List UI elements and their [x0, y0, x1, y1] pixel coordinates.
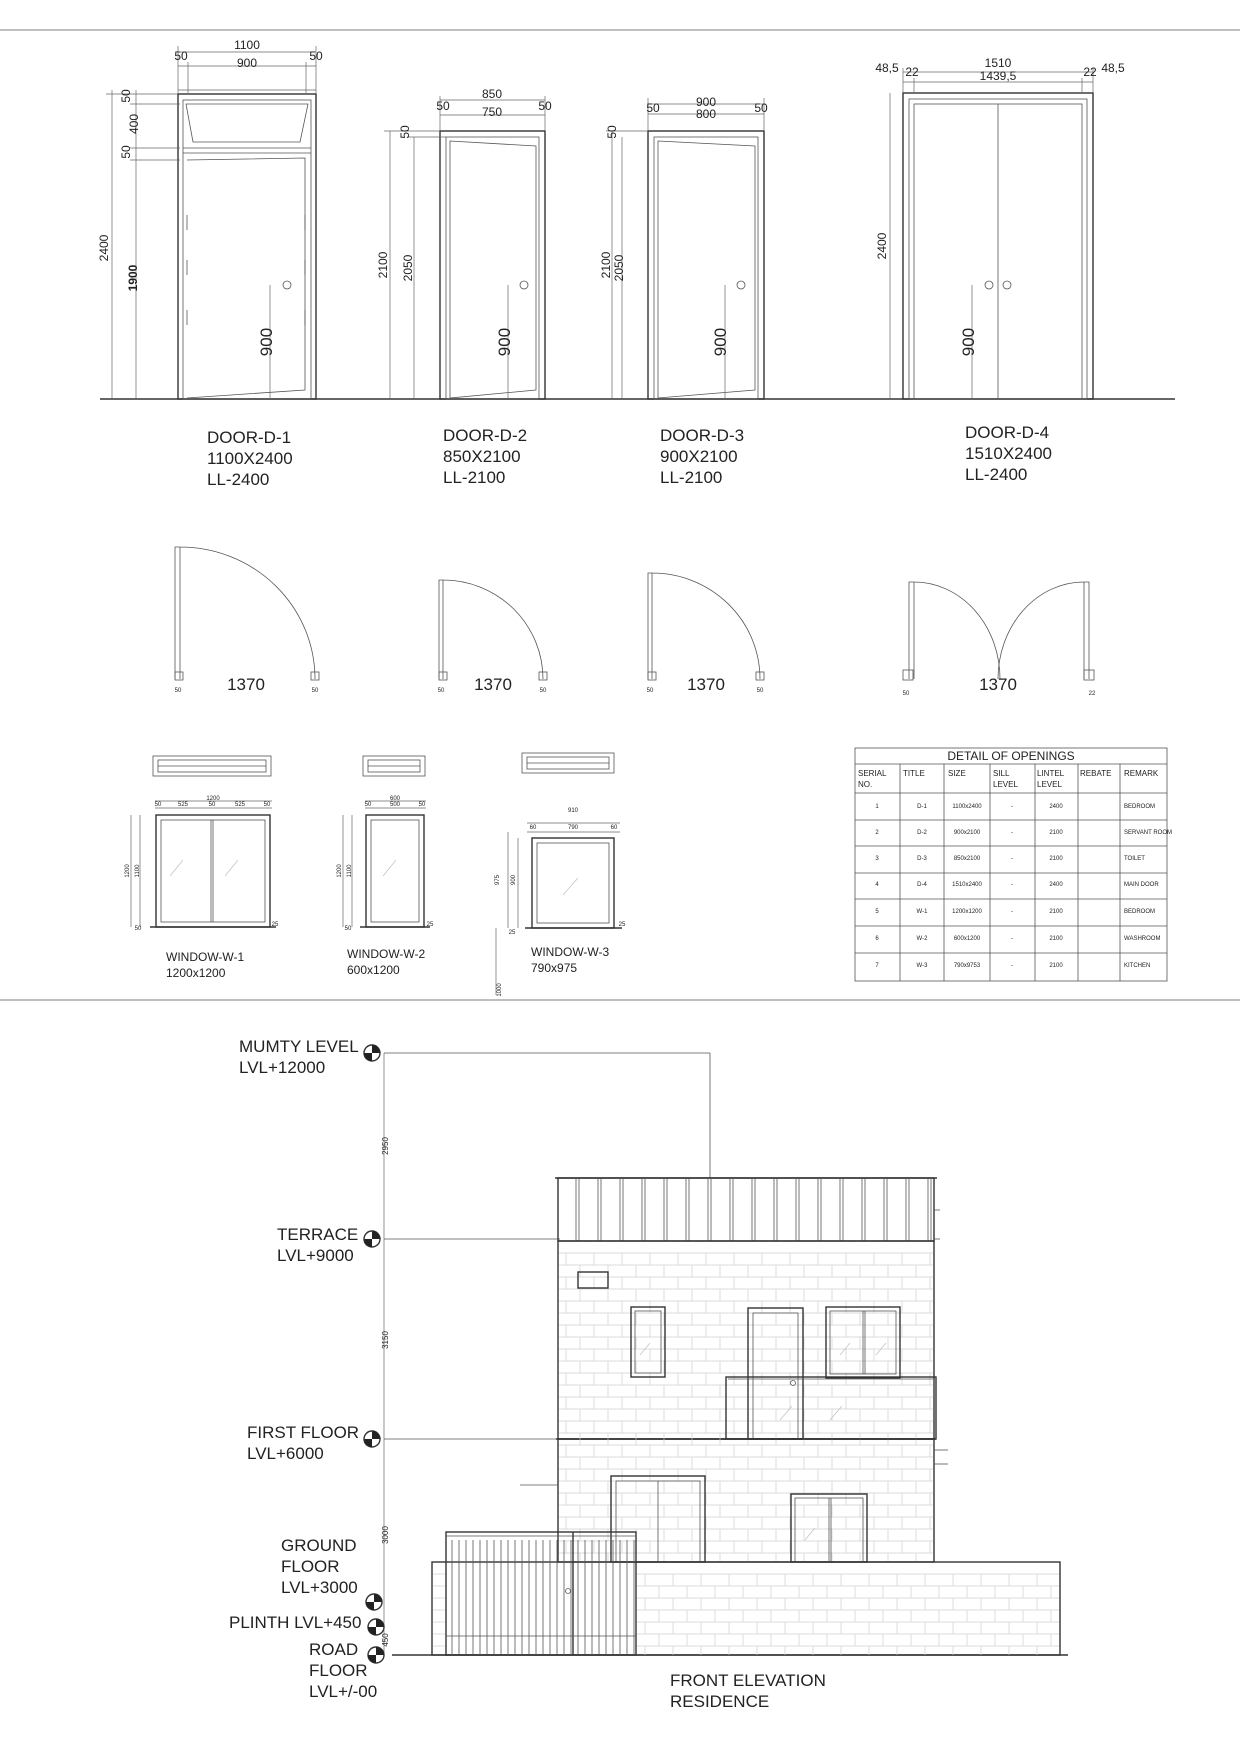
w1-dim-left: 1200	[125, 864, 131, 878]
openings-table	[855, 748, 1172, 981]
table-cell: SERVANT ROOM	[1124, 830, 1173, 836]
table-row	[875, 936, 1160, 942]
table-row	[875, 856, 1145, 862]
table-row	[875, 804, 1155, 810]
table-cell: 3	[875, 856, 879, 862]
elev-dim-4: 450	[381, 1633, 390, 1647]
w3-dim-bottom-left: 25	[508, 930, 516, 936]
table-cell: -	[1011, 936, 1013, 942]
ground-floor-window-right	[791, 1494, 867, 1562]
table-cell: TOILET	[1124, 856, 1145, 862]
level-plinth-name: PLINTH LVL+450	[229, 1613, 362, 1632]
d4-title: DOOR-D-4	[965, 423, 1050, 442]
door-d4-plan	[903, 582, 1096, 697]
level-ground-value: LVL+3000	[281, 1578, 358, 1597]
w2-dim-left: 1200	[337, 864, 343, 878]
d2-dim-height: 2100	[376, 251, 390, 279]
table-cell: 900x2100	[953, 830, 981, 836]
door-d1-elevation	[97, 38, 323, 489]
door-d3-plan	[647, 573, 764, 694]
w1-dim-e: 50	[263, 802, 271, 808]
door-d2-plan	[438, 580, 547, 694]
w3-dim-c: 60	[610, 825, 618, 831]
table-title: DETAIL OF OPENINGS	[947, 749, 1075, 763]
w1-dim-b: 525	[177, 802, 189, 808]
table-cell: 2100	[1049, 936, 1063, 942]
table-cell: -	[1011, 856, 1013, 862]
table-header-row	[858, 769, 1159, 789]
table-cell: 2400	[1049, 804, 1063, 810]
d3-dim-handle: 900	[711, 327, 730, 357]
elev-dim-3: 3000	[381, 1526, 390, 1544]
table-cell: D-3	[917, 856, 927, 862]
d1-dim-height: 2400	[97, 234, 111, 262]
level-terrace-name: TERRACE	[277, 1225, 359, 1244]
d1-dim-vent: 400	[127, 113, 141, 135]
table-cell: -	[1011, 909, 1013, 915]
table-row	[875, 830, 1172, 836]
w1-title: WINDOW-W-1	[166, 950, 245, 964]
level-marker-mumty	[239, 1037, 380, 1077]
d1-dim-handle: 900	[257, 327, 276, 357]
w1-dim-c: 50	[208, 802, 216, 808]
w1-size: 1200x1200	[166, 966, 226, 980]
level-first-value: LVL+6000	[247, 1444, 324, 1463]
level-marker-road	[309, 1640, 384, 1701]
d1-dim-transom: 50	[119, 145, 133, 159]
d4-dim-side-right: 48,5	[1101, 61, 1125, 75]
door-d3-elevation	[599, 95, 768, 487]
table-cell: 2100	[1049, 909, 1063, 915]
table-cell: 5	[875, 909, 879, 915]
table-cell: MAIN DOOR	[1124, 882, 1159, 888]
window-w3	[495, 753, 626, 997]
d3-dim-height: 2100	[599, 251, 613, 279]
table-cell: KITCHEN	[1124, 963, 1151, 969]
table-cell: 2400	[1049, 882, 1063, 888]
table-cell: BEDROOM	[1124, 909, 1156, 915]
d4-plan-width: 1370	[979, 675, 1017, 694]
w2-dim-c: 50	[418, 802, 426, 808]
level-road-name-1: ROAD	[309, 1640, 359, 1659]
table-header-cell: SERIAL NO.	[858, 769, 887, 789]
d2-dim-side-left: 50	[436, 99, 450, 113]
table-cell: 2100	[1049, 963, 1063, 969]
table-row	[875, 882, 1159, 888]
d3-plan-left: 50	[646, 688, 654, 694]
table-cell: 6	[875, 936, 879, 942]
table-cell: W-1	[916, 909, 928, 915]
w1-dim-d: 525	[234, 802, 246, 808]
window-w1	[125, 756, 279, 980]
level-first-name: FIRST FLOOR	[247, 1423, 360, 1442]
d3-size: 900X2100	[660, 447, 738, 466]
first-floor-door	[748, 1308, 803, 1439]
d1-level: LL-2400	[207, 470, 270, 489]
table-body	[875, 804, 1172, 969]
ground-floor-door-left	[611, 1476, 705, 1562]
d3-dim-side-left: 50	[646, 101, 660, 115]
level-marker-first-floor	[247, 1423, 380, 1463]
door-d2-elevation	[376, 87, 552, 487]
w3-dim-left2: 900	[511, 874, 517, 886]
w3-size: 790x975	[531, 961, 578, 975]
level-marker-plinth	[229, 1613, 384, 1635]
d1-plan-width: 1370	[227, 675, 265, 694]
d2-dim-inner: 750	[481, 105, 503, 119]
d4-dim-height: 2400	[875, 232, 889, 260]
d1-dim-side-left: 50	[174, 49, 188, 63]
balcony-glass-railing	[726, 1377, 936, 1439]
ground-floor-block	[558, 1439, 934, 1562]
level-ground-name-2: FLOOR	[281, 1557, 340, 1576]
d2-dim-overall: 850	[481, 87, 503, 101]
table-cell: D-2	[917, 830, 927, 836]
d2-dim-side-right: 50	[538, 99, 552, 113]
d1-dim-inner: 900	[236, 56, 258, 70]
d2-plan-left: 50	[437, 688, 445, 694]
table-cell: BEDROOM	[1124, 804, 1156, 810]
d4-level: LL-2400	[965, 465, 1028, 484]
d2-level: LL-2100	[443, 468, 506, 487]
d4-dim-side-left: 48,5	[875, 61, 899, 75]
table-cell: 7	[875, 963, 879, 969]
d4-dim-inner: 1439,5	[979, 69, 1017, 83]
level-ground-name-1: GROUND	[281, 1536, 357, 1555]
d3-dim-frame-top: 50	[605, 125, 619, 139]
w2-title: WINDOW-W-2	[347, 947, 426, 961]
d3-dim-leaf: 2050	[612, 254, 626, 282]
vent-opening	[578, 1272, 608, 1288]
level-terrace-value: LVL+9000	[277, 1246, 354, 1265]
table-header-cell: REMARK	[1124, 769, 1159, 778]
door-d4-elevation	[875, 56, 1125, 484]
table-cell: 600x1200	[953, 936, 981, 942]
w2-dim-top: 600	[389, 796, 401, 802]
d3-title: DOOR-D-3	[660, 426, 745, 445]
d2-title: DOOR-D-2	[443, 426, 528, 445]
door-plan-row	[175, 547, 1096, 697]
table-cell: 1100x2400	[952, 804, 982, 810]
w3-dim-bottom-right: 25	[618, 922, 626, 928]
d2-plan-width: 1370	[474, 675, 512, 694]
window-w2	[337, 756, 434, 977]
main-gate	[446, 1532, 636, 1655]
table-cell: WASHROOM	[1124, 936, 1161, 942]
w2-dim-b: 500	[389, 802, 401, 808]
level-marker-terrace	[277, 1225, 380, 1265]
table-cell: 1200x1200	[952, 909, 982, 915]
d1-size: 1100X2400	[207, 449, 293, 468]
d3-dim-side-right: 50	[754, 101, 768, 115]
table-header-cell: LINTEL LEVEL	[1037, 769, 1065, 789]
d3-dim-inner: 800	[695, 107, 717, 121]
d3-level: LL-2100	[660, 468, 723, 487]
w2-dim-left2: 1100	[347, 864, 353, 878]
elev-dim-1: 2950	[381, 1137, 390, 1155]
door-d1-plan	[175, 547, 319, 694]
door-elevation-row	[97, 38, 1175, 489]
table-cell: D-1	[917, 804, 927, 810]
w2-dim-bottom-right: 25	[426, 922, 434, 928]
building	[432, 1178, 1060, 1655]
table-header-cell: SIZE	[948, 769, 966, 778]
w1-dim-a: 50	[154, 802, 162, 808]
d2-dim-leaf: 2050	[401, 254, 415, 282]
d3-plan-right: 50	[756, 688, 764, 694]
w3-dim-ext: 1000	[497, 983, 503, 997]
d2-size: 850X2100	[443, 447, 521, 466]
table-cell: 790x9753	[953, 963, 981, 969]
table-cell: 850x2100	[953, 856, 981, 862]
w3-dim-left: 975	[495, 874, 501, 886]
w2-size: 600x1200	[347, 963, 400, 977]
level-mumty-name: MUMTY LEVEL	[239, 1037, 359, 1056]
front-elevation	[229, 1037, 1068, 1711]
d1-plan-right: 50	[311, 688, 319, 694]
d4-size: 1510X2400	[965, 444, 1052, 463]
w3-title: WINDOW-W-3	[531, 945, 610, 959]
elevation-title: FRONT ELEVATION	[670, 1671, 826, 1690]
d4-dim-gap-left: 22	[905, 65, 919, 79]
first-floor-window-right	[826, 1307, 900, 1378]
w3-dim-a: 60	[529, 825, 537, 831]
d1-title: DOOR-D-1	[207, 428, 292, 447]
table-cell: 2100	[1049, 856, 1063, 862]
d4-dim-gap-right: 22	[1083, 65, 1097, 79]
d4-plan-left: 50	[902, 691, 910, 697]
table-row	[875, 909, 1155, 915]
d2-dim-handle: 900	[495, 327, 514, 357]
elev-dim-2: 3150	[381, 1331, 390, 1349]
d1-plan-left: 50	[174, 688, 182, 694]
table-cell: -	[1011, 963, 1013, 969]
w1-dim-bottom-left: 50	[134, 926, 142, 932]
table-cell: -	[1011, 882, 1013, 888]
d3-dim-overall: 900	[695, 95, 717, 109]
w1-dim-left2: 1100	[135, 864, 141, 878]
level-road-value: LVL+/-00	[309, 1682, 378, 1701]
w2-dim-a: 50	[364, 802, 372, 808]
table-cell: -	[1011, 804, 1013, 810]
table-cell: W-2	[916, 936, 928, 942]
terrace-railing	[558, 1178, 934, 1241]
table-cell: 2100	[1049, 830, 1063, 836]
table-header-cell: REBATE	[1080, 769, 1112, 778]
level-marker-ground-floor	[281, 1536, 382, 1610]
d1-dim-side-right: 50	[309, 49, 323, 63]
d1-dim-overall: 1100	[234, 38, 260, 52]
table-row	[875, 963, 1150, 969]
d4-dim-overall: 1510	[984, 56, 1012, 70]
d2-plan-right: 50	[539, 688, 547, 694]
table-cell: 1510x2400	[952, 882, 982, 888]
table-cell: D-4	[917, 882, 927, 888]
d3-plan-width: 1370	[687, 675, 725, 694]
elevation-subtitle: RESIDENCE	[670, 1692, 770, 1711]
table-cell: 4	[875, 882, 879, 888]
table-cell: 2	[875, 830, 879, 836]
boundary-wall	[432, 1562, 1060, 1655]
table-cell: 1	[875, 804, 879, 810]
w2-dim-bottom-left: 50	[344, 926, 352, 932]
w1-dim-bottom-right: 25	[271, 922, 279, 928]
d4-plan-right: 22	[1088, 691, 1096, 697]
w1-dim-top: 1200	[206, 796, 220, 802]
d1-dim-leaf: 1900	[126, 264, 140, 292]
table-cell: -	[1011, 830, 1013, 836]
table-cell: W-3	[916, 963, 928, 969]
d2-dim-frame-top: 50	[398, 125, 412, 139]
w3-dim-top: 910	[567, 808, 579, 814]
table-header-cell: TITLE	[903, 769, 925, 778]
w3-dim-b: 790	[567, 825, 579, 831]
d4-dim-handle: 900	[959, 327, 978, 357]
d1-dim-frame-top: 50	[119, 89, 133, 103]
window-row	[125, 753, 626, 997]
level-road-name-2: FLOOR	[309, 1661, 368, 1680]
table-header-cell: SILL LEVEL	[993, 769, 1018, 789]
level-mumty-value: LVL+12000	[239, 1058, 326, 1077]
